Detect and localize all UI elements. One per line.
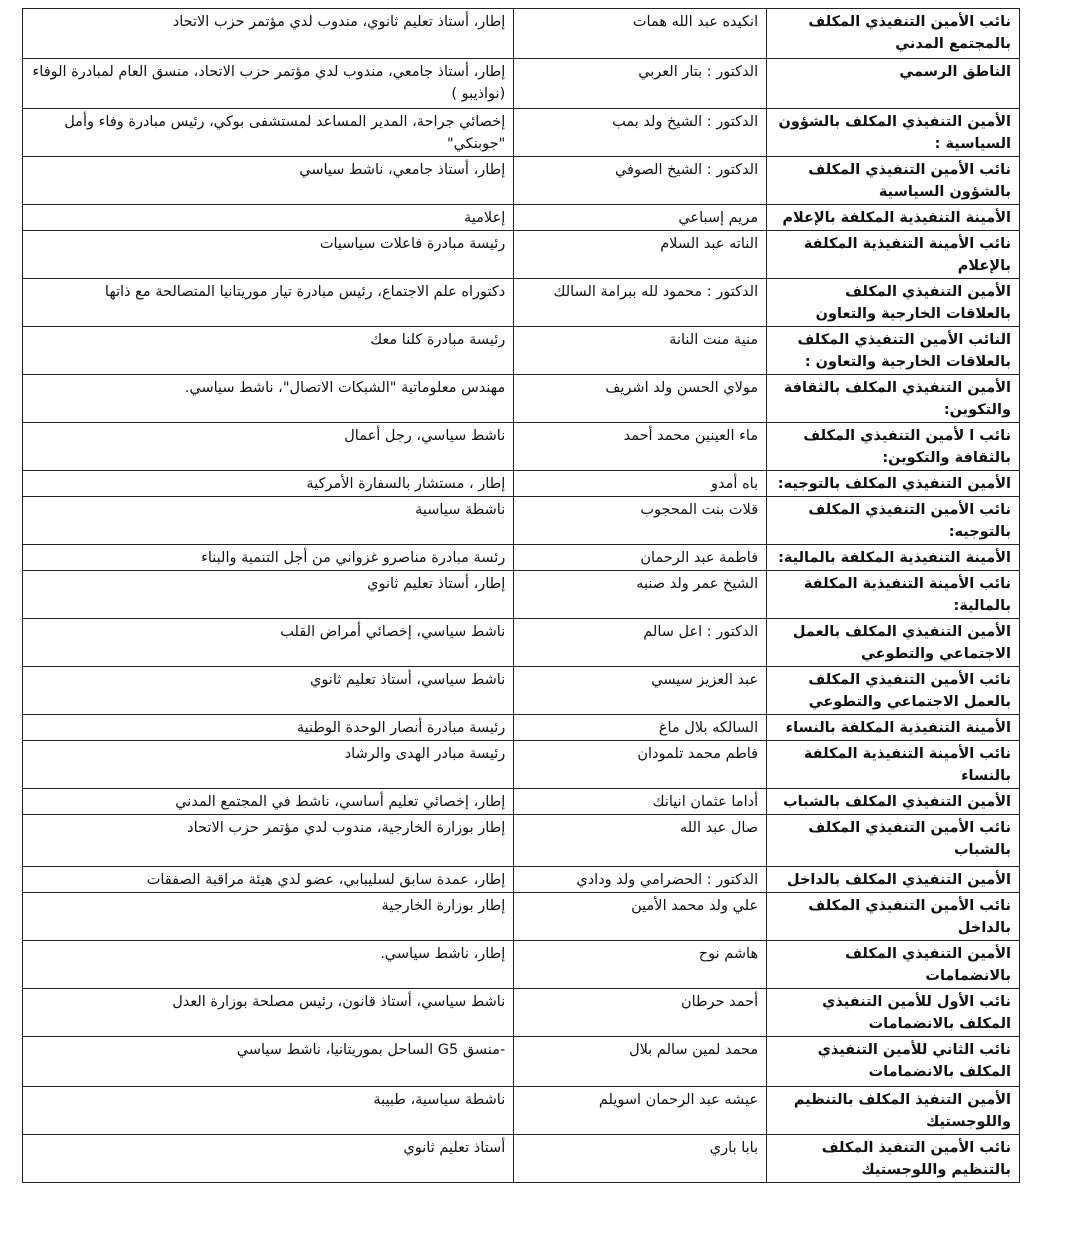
table-row [23,867,1020,893]
name-cell: الدكتور : الشيخ ولد بمب [514,109,767,157]
name-cell: عيشه عبد الرحمان اسويلم [514,1087,767,1135]
name-cell: هاشم نوح [514,941,767,989]
position-cell: نائب الأمين التنفيذي المكلف بالشباب [767,815,1020,867]
position-cell: الأمين التنفيذ المكلف بالتنظيم واللوجستيك [767,1087,1020,1135]
table-row [23,815,1020,867]
description-cell: إخصائي جراحة، المدير المساعد لمستشفى بوكي، رئيس مبادرة وفاء وأمل "جوبنكي" [23,109,514,157]
table-row [23,375,1020,423]
table-row [23,231,1020,279]
description-cell: ناشط سياسي، أستاذ تعليم ثانوي [23,667,514,715]
name-cell: الدكتور : اعل سالم [514,619,767,667]
position-cell: نائب الأمينة التنفيذية المكلفة بالإعلام [767,231,1020,279]
position-cell: نائب الأمينة التنفيذية المكلفة بالنساء [767,741,1020,789]
name-cell: الشيخ عمر ولد صنبه [514,571,767,619]
description-cell: رئيسة مبادرة أنصار الوحدة الوطنية [23,715,514,741]
description-cell: أستاذ تعليم ثانوي [23,1135,514,1183]
position-cell: الأمين التنفيذي المكلف بالعمل الاجتماعي والتطوعي [767,619,1020,667]
position-cell: الأمين التنفيذي المكلف بالعلاقات الخارجية والتعاون [767,279,1020,327]
description-cell: -منسق G5 الساحل بموريتانيا، ناشط سياسي [23,1037,514,1087]
table-row [23,327,1020,375]
name-cell: الدكتور : بتار العربي [514,59,767,109]
name-cell: أداما عثمان انيانك [514,789,767,815]
position-cell: الأمين التنفيذي المكلف بالتوجيه: [767,471,1020,497]
description-cell: إطار بوزارة الخارجية، مندوب لدي مؤتمر حزب الاتحاد [23,815,514,867]
name-cell: السالكه بلال ماغ [514,715,767,741]
document-page [22,8,1020,1183]
table-row [23,279,1020,327]
description-cell: إطار ، مستشار بالسفارة الأمركية [23,471,514,497]
table-row [23,893,1020,941]
table-row [23,9,1020,59]
description-cell: إطار، إخصائي تعليم أساسي، ناشط في المجتمع المدني [23,789,514,815]
description-cell: رئيسة مبادرة كلنا معك [23,327,514,375]
description-cell: إطار، ناشط سياسي. [23,941,514,989]
members-table-body [23,9,1020,1183]
description-cell: إطار بوزارة الخارجية [23,893,514,941]
members-table [22,8,1020,1183]
name-cell: عبد العزيز سيسي [514,667,767,715]
description-cell: رئيسة مبادر الهدى والرشاد [23,741,514,789]
table-row [23,1135,1020,1183]
position-cell: الناطق الرسمي [767,59,1020,109]
position-cell: نائب الأمين التنفيذي المكلف بالمجتمع المدني [767,9,1020,59]
name-cell: انكيده عبد الله همات [514,9,767,59]
table-row [23,497,1020,545]
name-cell: قلات بنت المحجوب [514,497,767,545]
position-cell: نائب الأمين التنفيذي المكلف بالتوجيه: [767,497,1020,545]
table-row [23,789,1020,815]
description-cell: رئيسة مبادرة فاعلات سياسيات [23,231,514,279]
name-cell: مولاي الحسن ولد اشريف [514,375,767,423]
description-cell: مهندس معلوماتية "الشبكات الاتصال"، ناشط سياسي. [23,375,514,423]
description-cell: إطار، أستاذ جامعي، مندوب لدي مؤتمر حزب الاتحاد، منسق العام لمبادرة الوفاء (نواذيبو ) [23,59,514,109]
name-cell: منية منت النانة [514,327,767,375]
position-cell: نائب الأمين التنفيذي المكلف بالعمل الاجتماعي والتطوعي [767,667,1020,715]
table-row [23,571,1020,619]
name-cell: الناته عبد السلام [514,231,767,279]
description-cell: إطار، أستاذ تعليم ثانوي، مندوب لدي مؤتمر حزب الاتحاد [23,9,514,59]
description-cell: ناشطة سياسية، طبيبة [23,1087,514,1135]
name-cell: علي ولد محمد الأمين [514,893,767,941]
position-cell: الأمين التنفيذي المكلف بالشباب [767,789,1020,815]
position-cell: الأمين التنفيذي المكلف بالشؤون السياسية : [767,109,1020,157]
table-row [23,205,1020,231]
table-row [23,59,1020,109]
name-cell: ماء العينين محمد أحمد [514,423,767,471]
name-cell: الدكتور : الحضرامي ولد ودادي [514,867,767,893]
table-row [23,1037,1020,1087]
position-cell: نائب الأول للأمين التنفيذي المكلف بالانضمامات [767,989,1020,1037]
position-cell: نائب الأمين التنفيذي المكلف بالشؤون السياسية [767,157,1020,205]
table-row [23,715,1020,741]
position-cell: نائب الأمينة التنفيذية المكلفة بالمالية: [767,571,1020,619]
position-cell: نائب الأمين التنفيذ المكلف بالتنظيم واللوجستيك [767,1135,1020,1183]
description-cell: إطار، أستاذ جامعي، ناشط سياسي [23,157,514,205]
description-cell: دكتوراه علم الاجتماع، رئيس مبادرة تيار موريتانيا المتصالحة مع ذاتها [23,279,514,327]
name-cell: فاطم محمد تلمودان [514,741,767,789]
name-cell: مريم إسباعي [514,205,767,231]
description-cell: ناشطة سياسية [23,497,514,545]
position-cell: الأمين التنفيذي المكلف بالانضمامات [767,941,1020,989]
description-cell: رئسة مبادرة مناصرو غزواني من أجل التنمية والبناء [23,545,514,571]
position-cell: الأمينة التنفيذية المكلفة بالإعلام [767,205,1020,231]
position-cell: نائب الأمين التنفيذي المكلف بالداخل [767,893,1020,941]
table-row [23,545,1020,571]
table-row [23,741,1020,789]
description-cell: ناشط سياسي، أستاذ قانون، رئيس مصلحة بوزارة العدل [23,989,514,1037]
table-row [23,157,1020,205]
position-cell: نائب الثاني للأمين التنفيذي المكلف بالانضمامات [767,1037,1020,1087]
description-cell: إعلامية [23,205,514,231]
name-cell: باه أمدو [514,471,767,497]
table-row [23,941,1020,989]
name-cell: بابا باري [514,1135,767,1183]
table-row [23,989,1020,1037]
name-cell: صال عبد الله [514,815,767,867]
name-cell: أحمد حرطان [514,989,767,1037]
description-cell: إطار، عمدة سابق لسليبابي، عضو لدي هيئة مراقبة الصفقات [23,867,514,893]
table-row [23,667,1020,715]
name-cell: محمد لمين سالم بلال [514,1037,767,1087]
position-cell: الأمينة التنفيذية المكلفة بالنساء [767,715,1020,741]
name-cell: فاطمة عبد الرحمان [514,545,767,571]
description-cell: ناشط سياسي، إخصائي أمراض القلب [23,619,514,667]
table-row [23,619,1020,667]
position-cell: النائب الأمين التنفيذي المكلف بالعلاقات الخارجية والتعاون : [767,327,1020,375]
table-row [23,1087,1020,1135]
position-cell: الأمين التنفيذي المكلف بالداخل [767,867,1020,893]
position-cell: نائب ا لأمين التنفيذي المكلف بالثقافة والتكوين: [767,423,1020,471]
table-row [23,471,1020,497]
name-cell: الدكتور : محمود لله ببرامة السالك [514,279,767,327]
position-cell: الأمينة التنفيذية المكلفة بالمالية: [767,545,1020,571]
description-cell: إطار، أستاذ تعليم ثانوي [23,571,514,619]
name-cell: الدكتور : الشيخ الصوفي [514,157,767,205]
table-row [23,423,1020,471]
table-row [23,109,1020,157]
position-cell: الأمين التنفيذي المكلف بالثقافة والتكوين: [767,375,1020,423]
description-cell: ناشط سياسي، رجل أعمال [23,423,514,471]
